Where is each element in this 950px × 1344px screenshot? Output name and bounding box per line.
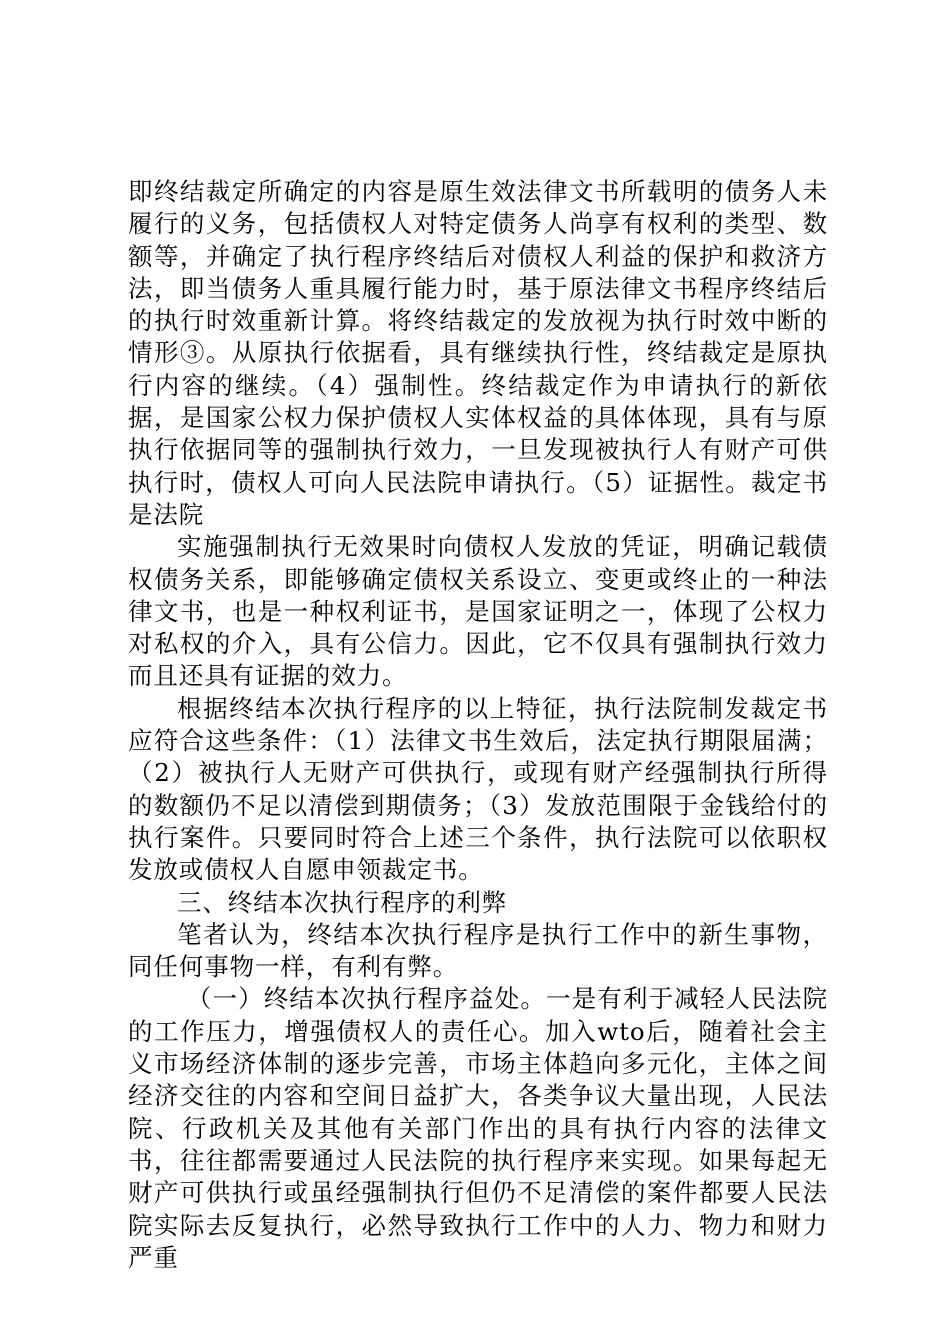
paragraph-1: 即终结裁定所确定的内容是原生效法律文书所载明的债务人未履行的义务，包括债权人对特定债务人尚享有权利的类型、数额等，并确定了执行程序终结后对债权人利益的保护和救济方法，即当债务人重具履行能力时，基于原法律文书程序终结后的执行时效重新计算。将终结裁定的发放视为执行时效中断的情形③。从原执行依据看，具有继续执行性，终结裁定是原执行内容的继续。（4）强制性。终结裁定作为申请执行的新依据，是国家公权力保护债权人实体权益的具体体现，具有与原执行依据同等的强制执行效力，一旦发现被执行人有财产可供执行时，债权人可向人民法院申请执行。（5）证据性。裁定书是法院 (128, 177, 828, 529)
section-heading: 三、终结本次执行程序的利弊 (177, 887, 508, 917)
document-body (128, 176, 828, 1274)
paragraph-3: 根据终结本次执行程序的以上特征，执行法院制发裁定书应符合这些条件：（1）法律文书生效后，法定执行期限届满；（2）被执行人无财产可供执行，或现有财产经强制执行所得的数额仍不足以清偿到期债务；（3）发放范围限于金钱给付的执行案件。只要同时符合上述三个条件，执行法院可以依职权发放或债权人自愿申领裁定书。 (128, 693, 828, 885)
paragraph-5: （一）终结本次执行程序益处。一是有利于减轻人民法院的工作压力，增强债权人的责任心。加入wto后，随着社会主义市场经济体制的逐步完善，市场主体趋向多元化，主体之间经济交往的内容和空间日益扩大，各类争议大量出现，人民法院、行政机关及其他有关部门作出的具有执行内容的法律文书，往往都需要通过人民法院的执行程序来实现。如果每起无财产可供执行或虽经强制执行但仍不足清偿的案件都要人民法院实际去反复执行，必然导致执行工作中的人力、物力和财力严重 (128, 984, 828, 1272)
paragraph-2: 实施强制执行无效果时向债权人发放的凭证，明确记载债权债务关系，即能够确定债权关系设立、变更或终止的一种法律文书，也是一种权利证书，是国家证明之一，体现了公权力对私权的介入，具有公信力。因此，它不仅具有强制执行效力而且还具有证据的效力。 (128, 532, 828, 691)
paragraph-4: 笔者认为，终结本次执行程序是执行工作中的新生事物，同任何事物一样，有利有弊。 (128, 919, 828, 982)
